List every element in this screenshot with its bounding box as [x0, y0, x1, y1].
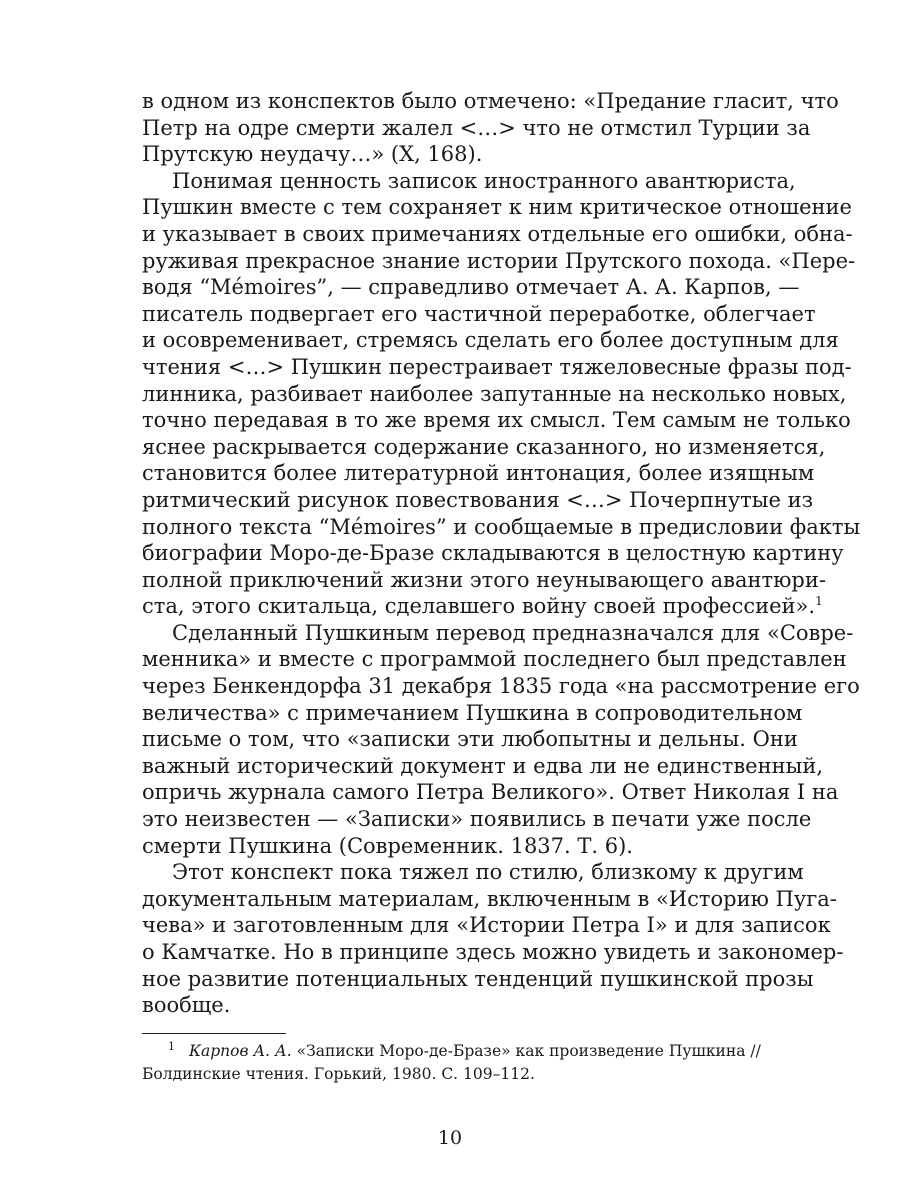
text-line: писатель подвергает его частичной переработке, облегчает	[142, 301, 816, 326]
text-line: становится более литературной интонация, более изящным	[142, 461, 815, 486]
paragraph-2	[142, 168, 861, 620]
text-line: Петр на одре смерти жалел <…> что не отмстил Турции за	[142, 115, 811, 140]
text-line: величества» с примечанием Пушкина в сопроводительном	[142, 700, 803, 725]
text-line: важный исторический документ и едва ли не единственный,	[142, 753, 823, 778]
text-line: смерти Пушкина (Современник. 1837. Т. 6).	[142, 833, 633, 858]
text-line: Сделанный Пушкиным перевод предназначался для «Совре-	[172, 620, 854, 645]
text-line: документальным материалам, включенным в «Историю Пуга-	[142, 886, 837, 911]
text-line: и указывает в своих примечаниях отдельные его ошибки, обна-	[142, 221, 853, 246]
text-line: полной приключений жизни этого неунывающего авантюри-	[142, 567, 826, 592]
text-line: полного текста “Mémoires” и сообщаемые в предисловии факты	[142, 514, 861, 539]
text-line: опричь журнала самого Петра Великого». Ответ Николая I на	[142, 780, 839, 805]
text-line: ное развитие потенциальных тенденций пушкинской прозы	[142, 966, 814, 991]
text-line: чева» и заготовленным для «Истории Петра I» и для записок	[142, 913, 831, 938]
footnote-line	[142, 1040, 761, 1063]
text-line: ста, этого скитальца, сделавшего войну своей профессией».	[142, 594, 816, 619]
text-line: менника» и вместе с программой последнего был представлен	[142, 647, 847, 672]
paragraph-3	[142, 620, 860, 859]
text-line: ритмический рисунок повествования <…> Почерпнутые из	[142, 487, 814, 512]
text-line: линника, разбивает наиболее запутанные на несколько новых,	[142, 381, 847, 406]
text-line: биографии Моро-де-Бразе складываются в целостную картину	[142, 541, 844, 566]
text-line: Пушкин вместе с тем сохраняет к ним критическое отношение	[142, 195, 852, 220]
footnote-author: Карпов А. А.	[189, 1042, 292, 1060]
text-line: руживая прекрасное знание истории Прутского похода. «Пере-	[142, 248, 856, 273]
page-number: 10	[437, 1127, 463, 1149]
text-line: водя “Mémoires”, — справедливо отмечает А. А. Карпов, —	[142, 275, 800, 300]
footnote-line: Болдинские чтения. Горький, 1980. С. 109–112.	[142, 1065, 535, 1083]
footnote	[142, 1040, 761, 1086]
text-line: письме о том, что «записки эти любопытны и дельны. Они	[142, 727, 798, 752]
text-line: это неизвестен — «Записки» появились в печати уже после	[142, 807, 812, 832]
text-line: Понимая ценность записок иностранного авантюриста,	[172, 168, 796, 193]
footnote-mark: 1	[168, 1040, 175, 1053]
text-line: и осовременивает, стремясь сделать его более доступным для	[142, 328, 839, 353]
footnote-reference[interactable]: 1	[815, 594, 823, 609]
paragraph-4	[142, 859, 844, 1019]
text-line: чтения <…> Пушкин перестраивает тяжеловесные фразы под-	[142, 354, 852, 379]
footnote-text: «Записки Моро-де-Бразе» как произведение Пушкина //	[296, 1042, 761, 1060]
text-line: через Бенкендорфа 31 декабря 1835 года «на рассмотрение его	[142, 674, 860, 699]
text-line: в одном из конспектов было отмечено: «Предание гласит, что	[142, 89, 839, 113]
text-line: точно передавая в то же время их смысл. Тем самым не только	[142, 408, 851, 433]
text-line: вообще.	[142, 993, 231, 1018]
text-line-with-footnote	[142, 593, 823, 620]
text-line: Прутскую неудачу…» (X, 168).	[142, 142, 483, 167]
main-text	[142, 88, 861, 1019]
footnote-divider	[142, 1033, 286, 1034]
paragraph-1	[142, 88, 839, 168]
text-line: Этот конспект пока тяжел по стилю, близкому к другим	[172, 860, 804, 885]
text-line: о Камчатке. Но в принципе здесь можно увидеть и закономер-	[142, 940, 844, 964]
text-line: яснее раскрывается содержание сказанного, но изменяется,	[142, 434, 826, 459]
